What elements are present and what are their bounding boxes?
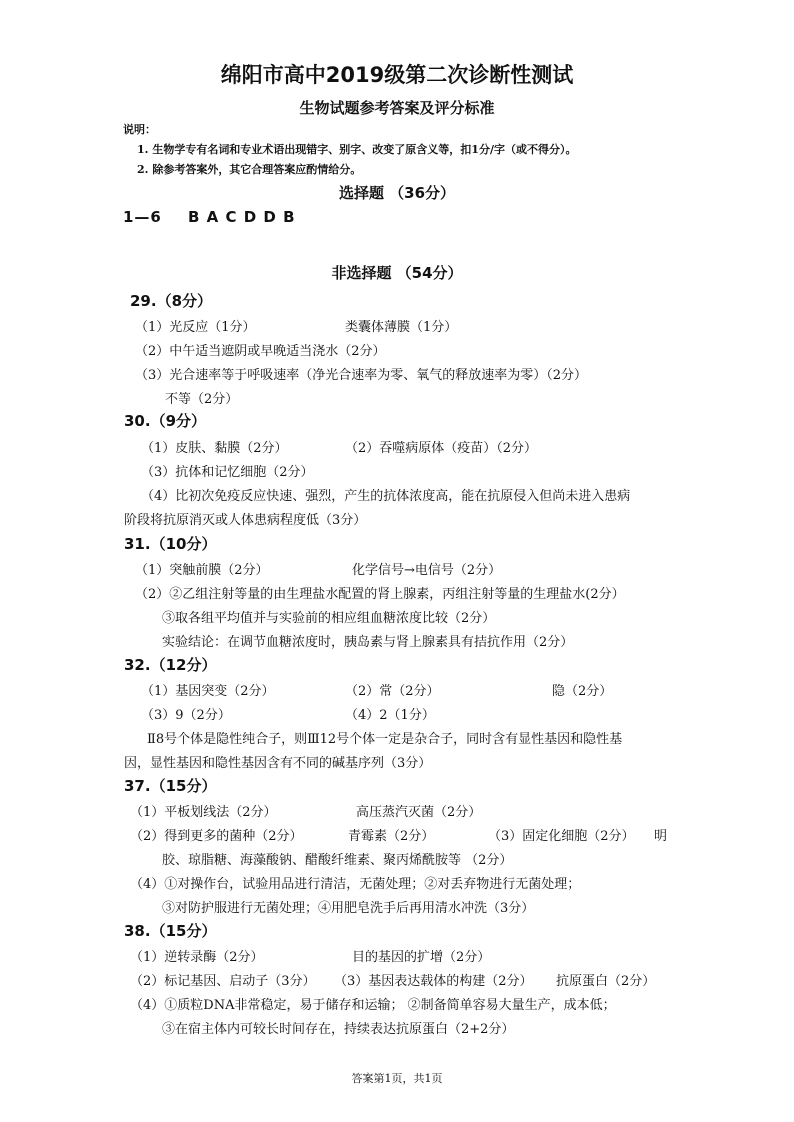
q38-heading: 38.（15分） [124,922,217,940]
q29-answer-1b: 类囊体薄膜（1分） [345,320,458,335]
q37-answer-4b: ③对防护服进行无菌处理；④用肥皂洗手后再用清水冲洗（3分） [162,901,535,916]
note-item-2: 2. 除参考答案外，其它合理答案应酌情给分。 [137,163,362,176]
q38-answer-3b: 抗原蛋白（2分） [556,974,656,989]
q32-answer-5: Ⅱ8号个体是隐性纯合子，则Ⅲ12号个体一定是杂合子，同时含有显性基因和隐性基 [147,732,623,747]
q30-answer-1: （1）皮肤、黏膜（2分） [141,441,288,456]
q32-answer-3: （3）9（2分） [141,708,231,723]
q37-answer-3c: 胶、琼脂糖、海藻酸钠、醋酸纤维素、聚丙烯酰胺等 （2分） [162,853,513,868]
notes-label: 说明： [123,123,156,136]
q38-answer-3: （3）基因表达载体的构建（2分） [334,974,533,989]
q31-answer-2: （2）②乙组注射等量的由生理盐水配置的肾上腺素，丙组注射等量的生理盐水(2分） [135,587,625,602]
q30-answer-4b: 阶段将抗原消灭或人体患病程度低（3分） [124,513,367,528]
q37-answer-2: （2）得到更多的菌种（2分） [130,829,303,844]
q37-answer-3b: 明 [654,829,668,844]
q30-answer-3: （3）抗体和记忆细胞（2分） [141,465,314,480]
page-footer: 答案第1页，共1页 [351,1072,443,1085]
q29-answer-3: （3）光合速率等于呼吸速率（净光合速率为零、氧气的释放速率为零）（2分） [135,368,588,383]
q32-answer-2: （2）常（2分） [345,684,440,699]
nonchoice-heading: 非选择题 （54分） [331,264,463,282]
q37-answer-4: （4）①对操作台，试验用品进行清洁，无菌处理；②对丢弃物进行无菌处理； [130,877,581,892]
q31-answer-2b: ③取各组平均值并与实验前的相应组血糖浓度比较（2分） [162,611,496,626]
q32-answer-5b: 因，显性基因和隐性基因含有不同的碱基序列（3分） [124,756,432,771]
q29-answer-3b: 不等（2分） [165,392,239,407]
q37-answer-1b: 高压蒸汽灭菌（2分） [356,805,482,820]
q38-answer-1: （1）逆转录酶（2分） [130,950,264,965]
q31-heading: 31.（10分） [124,535,217,553]
choice-heading: 选择题 （36分） [338,184,456,202]
q30-heading: 30.（9分） [124,412,207,430]
q29-answer-2: （2）中午适当遮阴或早晚适当浇水（2分） [135,344,386,359]
q32-answer-1: （1）基因突变（2分） [141,684,275,699]
q31-answer-1: （1）突触前膜（2分） [135,563,269,578]
q29-answer-1: （1）光反应（1分） [135,320,256,335]
q38-answer-2: （2）标记基因、启动子（3分） [130,974,316,989]
q37-answer-2b: 青霉素（2分） [348,829,435,844]
choice-range: 1—6 [123,208,162,226]
q38-answer-4b: ③在宿主体内可较长时间存在，持续表达抗原蛋白（2+2分） [162,1022,515,1037]
q38-answer-4: （4）①质粒DNA非常稳定，易于储存和运输； ②制备简单容易大量生产，成本低； [130,998,616,1013]
q32-heading: 32.（12分） [124,656,217,674]
q32-answer-2b: 隐（2分） [552,684,613,699]
q31-answer-1b: 化学信号→电信号（2分） [352,563,502,578]
note-item-1: 1. 生物学专有名词和专业术语出现错字、别字、改变了原含义等，扣1分/字（或不得分）。 [137,143,577,156]
q37-answer-3: （3）固定化细胞（2分） [488,829,635,844]
choice-answers: B A C D D B [188,208,296,226]
q32-answer-4: （4）2（1分） [345,708,435,723]
q29-heading: 29.（8分） [130,292,213,310]
q30-answer-2: （2）吞噬病原体（疫苗）（2分） [345,441,538,456]
page-title: 绵阳市高中2019级第二次诊断性测试 [220,63,574,87]
page-subtitle: 生物试题参考答案及评分标准 [299,99,495,117]
q37-heading: 37.（15分） [124,777,217,795]
q31-answer-2c: 实验结论：在调节血糖浓度时，胰岛素与肾上腺素具有拮抗作用（2分） [162,635,574,650]
q38-answer-1b: 目的基因的扩增（2分） [352,950,491,965]
q30-answer-4: （4）比初次免疫反应快速、强烈，产生的抗体浓度高，能在抗原侵入但尚未进入患病 [141,489,631,504]
q37-answer-1: （1）平板划线法（2分） [130,805,277,820]
